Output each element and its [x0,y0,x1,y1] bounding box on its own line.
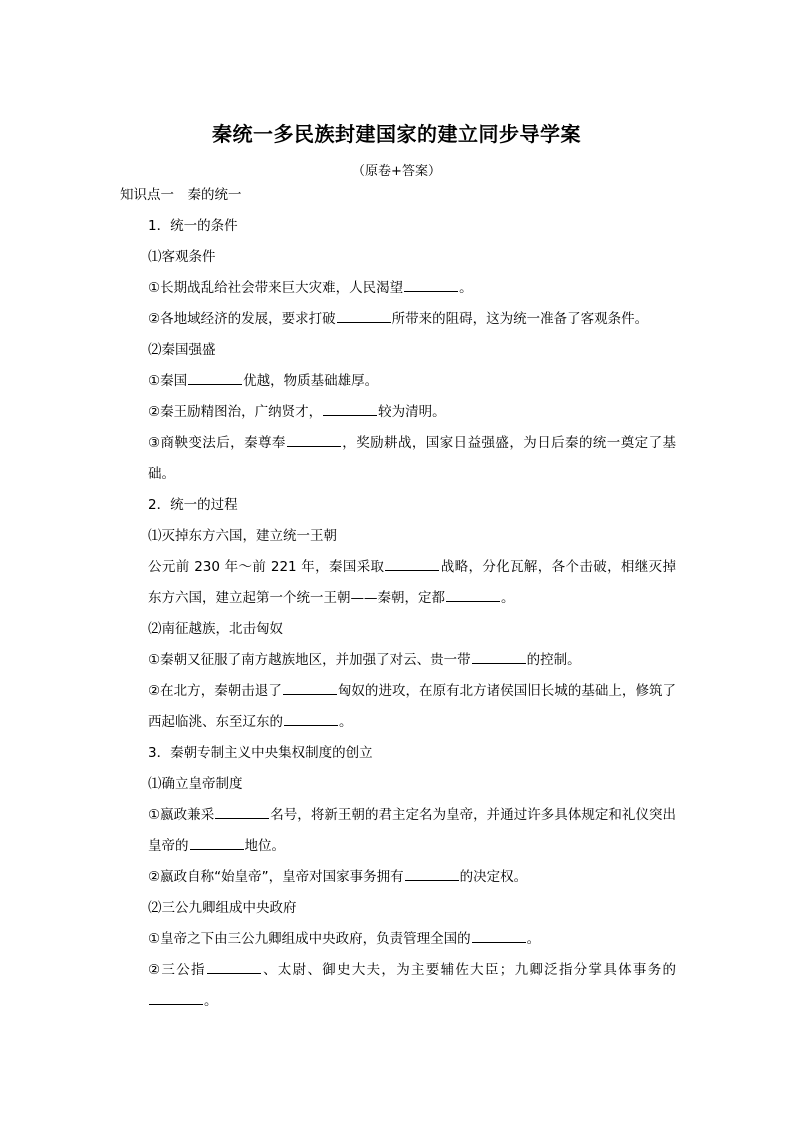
question-text: 所带来的阻碍，这为统一准备了客观条件。 [391,311,649,327]
question-text: 战略，分化瓦解，各个击破，相继灭掉东方六国，建立起第一个统一王朝——秦朝，定都 [148,559,676,606]
question-text: 。 [204,993,218,1009]
fill-blank[interactable] [207,959,261,974]
question-text: ②三公指 [148,962,206,978]
fill-blank[interactable] [446,587,500,602]
doc-title: 秦统一多民族封建国家的建立同步导学案 [212,122,581,146]
fill-blank[interactable] [188,370,242,385]
question-text: ②嬴政自称“始皇帝”，皇帝对国家事务拥有 [148,869,404,885]
question-text: ①秦朝又征服了南方越族地区，并加强了对云、贵一带 [148,652,471,668]
fill-blank[interactable] [215,804,269,819]
question-text: 匈奴的进攻，在原有北方诸侯国旧长城的基础上，修筑了西起临洮、东至辽东的 [148,683,676,730]
question-text: 。 [339,714,353,730]
question-line [120,397,676,428]
question-line [120,428,676,490]
question-text: ，奖励耕战，国家日益强盛，为日后秦的统一奠定了基础。 [148,435,677,482]
question-text: 的控制。 [526,652,581,668]
subsection-heading: ⑴确立皇帝制度 [148,776,243,792]
fill-blank[interactable] [337,308,391,323]
question-text: 。 [459,280,473,296]
question-text: 。 [526,931,541,947]
question-text: 公元前 230 年～前 221 年，秦国采取 [148,559,385,575]
knowledge-point-heading: 知识点一 秦的统一 [120,187,242,203]
section-heading: 2．统一的过程 [148,497,238,513]
question-text: 名号，将新王朝的君主定名为皇帝，并通过许多具体规定和礼仪突出皇帝的 [148,807,676,854]
question-text: ②秦王励精图治，广纳贤才， [148,404,323,420]
fill-blank[interactable] [385,556,439,571]
fill-blank[interactable] [323,401,377,416]
subsection-heading: ⑵秦国强盛 [148,342,216,358]
section-heading: 3．秦朝专制主义中央集权制度的创立 [148,745,373,761]
question-line [120,676,676,738]
question-line [120,862,676,893]
question-text: 、太尉、御史大夫，为主要辅佐大臣；九卿泛指分掌具体事务的 [261,962,676,978]
question-line [120,304,676,335]
fill-blank[interactable] [472,928,526,943]
question-text: ③商鞅变法后，秦尊奉 [148,435,286,451]
question-text: ①秦国 [148,373,188,389]
section-heading: 1．统一的条件 [148,218,238,234]
fill-blank[interactable] [149,990,203,1005]
question-line [120,924,676,955]
question-line [120,366,676,397]
question-line [120,552,676,614]
subsection-heading: ⑴客观条件 [148,249,216,265]
subsection-heading: ⑴灭掉东方六国，建立统一王朝 [148,528,337,544]
question-text: ①皇帝之下由三公九卿组成中央政府，负责管理全国的 [148,931,471,947]
subsection-heading: ⑵南征越族，北击匈奴 [148,621,283,637]
fill-blank[interactable] [190,835,244,850]
question-text: 地位。 [244,838,285,854]
fill-blank[interactable] [283,680,337,695]
question-text: ①长期战乱给社会带来巨大灾难，人民渴望 [148,280,404,296]
question-text: ②各地域经济的发展，要求打破 [148,311,336,327]
question-text: 。 [501,590,515,606]
question-line [120,955,676,1017]
doc-body [120,180,676,1017]
doc-subtitle: （原卷+答案） [352,164,441,179]
question-text: ①嬴政兼采 [148,807,215,823]
question-line [120,645,676,676]
question-text: 优越，物质基础雄厚。 [243,373,379,389]
subsection-heading: ⑵三公九卿组成中央政府 [148,900,297,916]
fill-blank[interactable] [404,277,458,292]
question-text: 较为清明。 [378,404,446,420]
fill-blank[interactable] [472,649,526,664]
question-line [120,800,676,862]
fill-blank[interactable] [284,711,338,726]
fill-blank[interactable] [287,432,341,447]
question-line [120,273,676,304]
fill-blank[interactable] [405,866,459,881]
question-text: 的决定权。 [459,869,528,885]
question-text: ②在北方，秦朝击退了 [148,683,282,699]
